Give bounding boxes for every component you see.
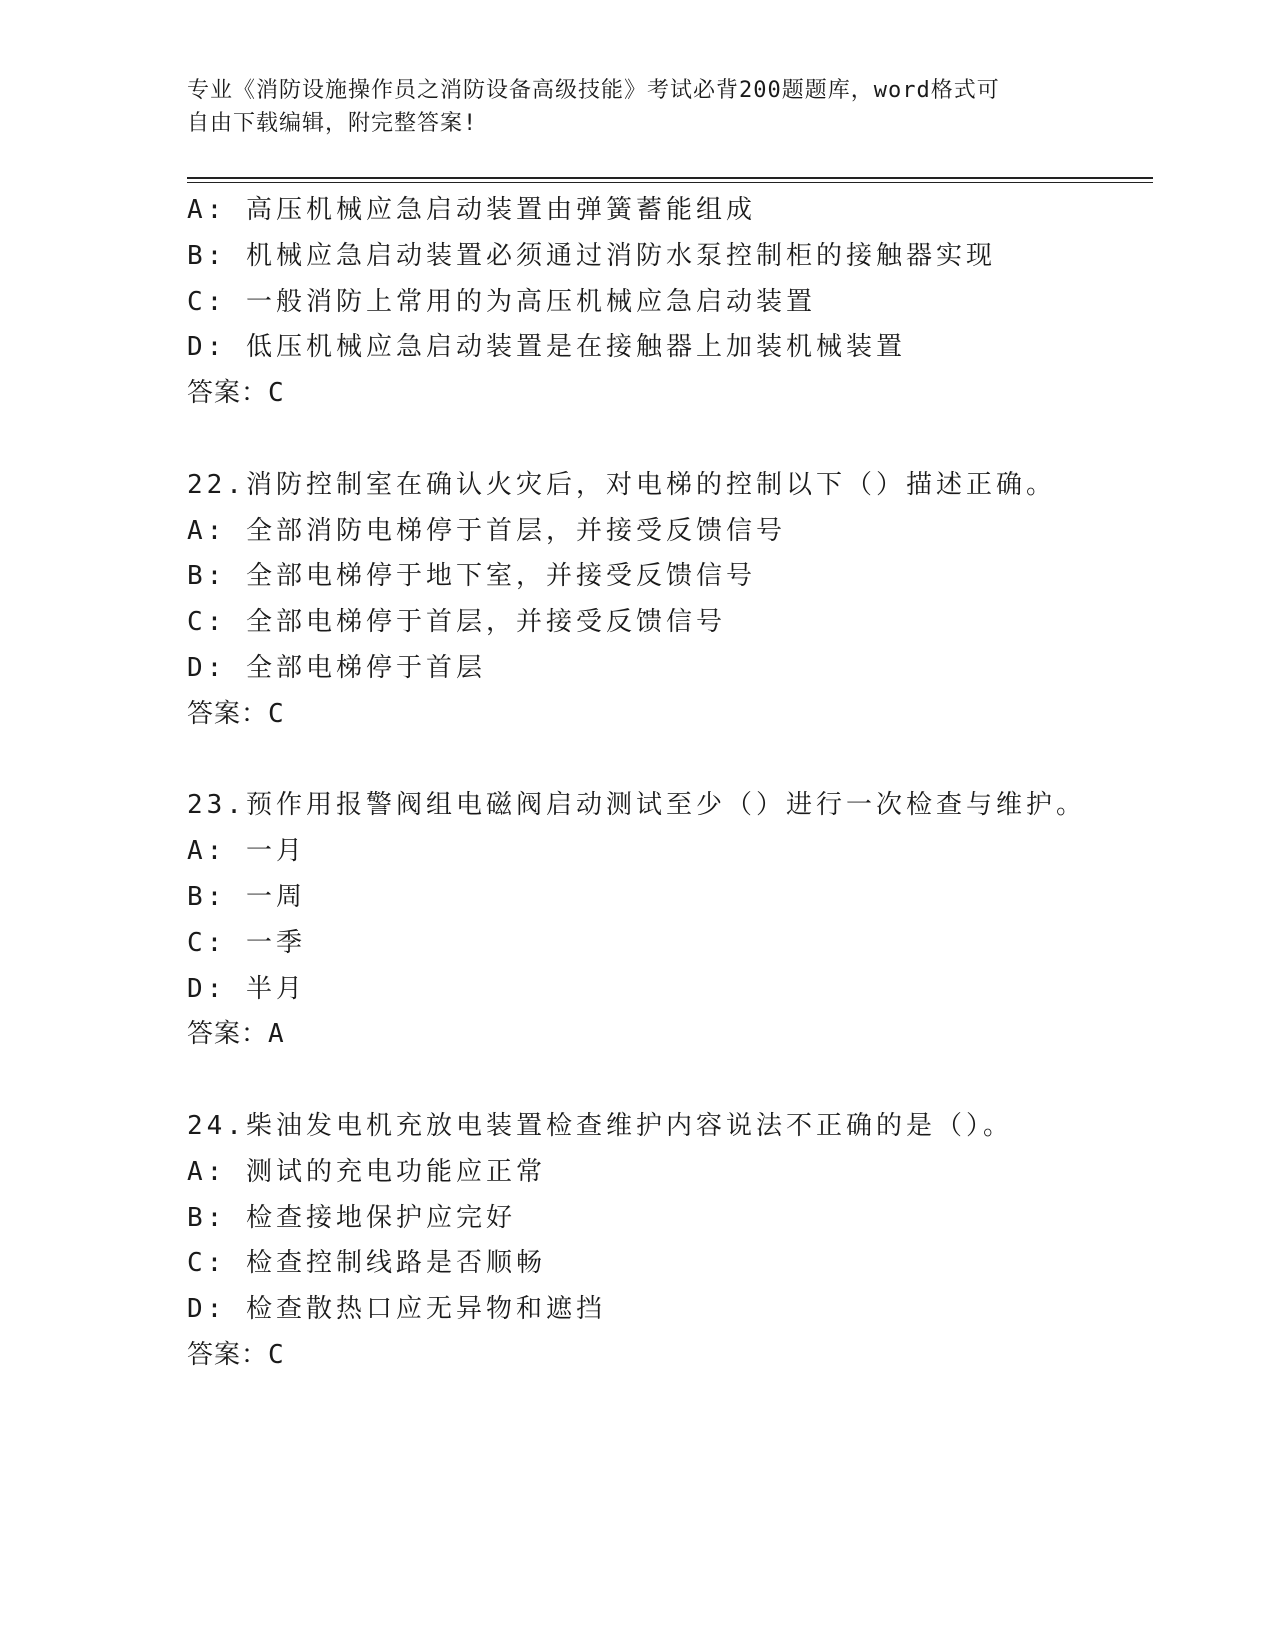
question-spacer bbox=[187, 417, 1147, 463]
question-21-option-d: D: 低压机械应急启动装置是在接触器上加装机械装置 bbox=[187, 332, 906, 363]
question-spacer bbox=[187, 738, 1147, 784]
question-24 bbox=[187, 1104, 1147, 1379]
question-21-option-c: C: 一般消防上常用的为高压机械应急启动装置 bbox=[187, 286, 816, 317]
question-24-answer: 答案：C bbox=[187, 1339, 285, 1370]
header-divider-thin bbox=[187, 182, 1153, 183]
question-23-answer: 答案：A bbox=[187, 1019, 285, 1050]
question-22-option-c: C: 全部电梯停于首层，并接受反馈信号 bbox=[187, 607, 726, 638]
question-21-option-a: A: 高压机械应急启动装置由弹簧蓄能组成 bbox=[187, 195, 756, 225]
question-23-option-d: D: 半月 bbox=[187, 973, 306, 1004]
header-divider-thick bbox=[187, 177, 1153, 179]
question-24-option-b: B: 检查接地保护应完好 bbox=[187, 1202, 516, 1233]
question-22-option-b: B: 全部电梯停于地下室，并接受反馈信号 bbox=[187, 561, 756, 592]
question-23 bbox=[187, 783, 1147, 1058]
question-22 bbox=[187, 463, 1147, 738]
question-24-option-d: D: 检查散热口应无异物和遮挡 bbox=[187, 1294, 606, 1325]
question-23-stem: 23.预作用报警阀组电磁阀启动测试至少（）进行一次检查与维护。 bbox=[187, 790, 1086, 821]
question-22-option-a: A: 全部消防电梯停于首层，并接受反馈信号 bbox=[187, 515, 786, 546]
question-21-answer: 答案：C bbox=[187, 378, 285, 409]
question-21-option-b: B: 机械应急启动装置必须通过消防水泵控制柜的接触器实现 bbox=[187, 240, 996, 271]
question-24-stem: 24.柴油发电机充放电装置检查维护内容说法不正确的是（）。 bbox=[187, 1110, 1013, 1141]
question-21 bbox=[187, 188, 1147, 417]
header-line-1: 专业《消防设施操作员之消防设备高级技能》考试必背200题题库，word格式可 bbox=[187, 78, 1000, 103]
question-list bbox=[187, 188, 1147, 1379]
question-23-option-c: C: 一季 bbox=[187, 927, 306, 958]
question-24-option-c: C: 检查控制线路是否顺畅 bbox=[187, 1248, 546, 1279]
header-line-2: 自由下载编辑，附完整答案! bbox=[187, 111, 478, 136]
question-22-stem: 22.消防控制室在确认火灾后，对电梯的控制以下（）描述正确。 bbox=[187, 469, 1056, 500]
question-24-option-a: A: 测试的充电功能应正常 bbox=[187, 1156, 546, 1187]
question-23-option-a: A: 一月 bbox=[187, 836, 306, 867]
question-spacer bbox=[187, 1058, 1147, 1104]
question-22-answer: 答案：C bbox=[187, 698, 285, 729]
document-header bbox=[187, 74, 1087, 140]
question-23-option-b: B: 一周 bbox=[187, 881, 306, 912]
question-22-option-d: D: 全部电梯停于首层 bbox=[187, 652, 486, 683]
